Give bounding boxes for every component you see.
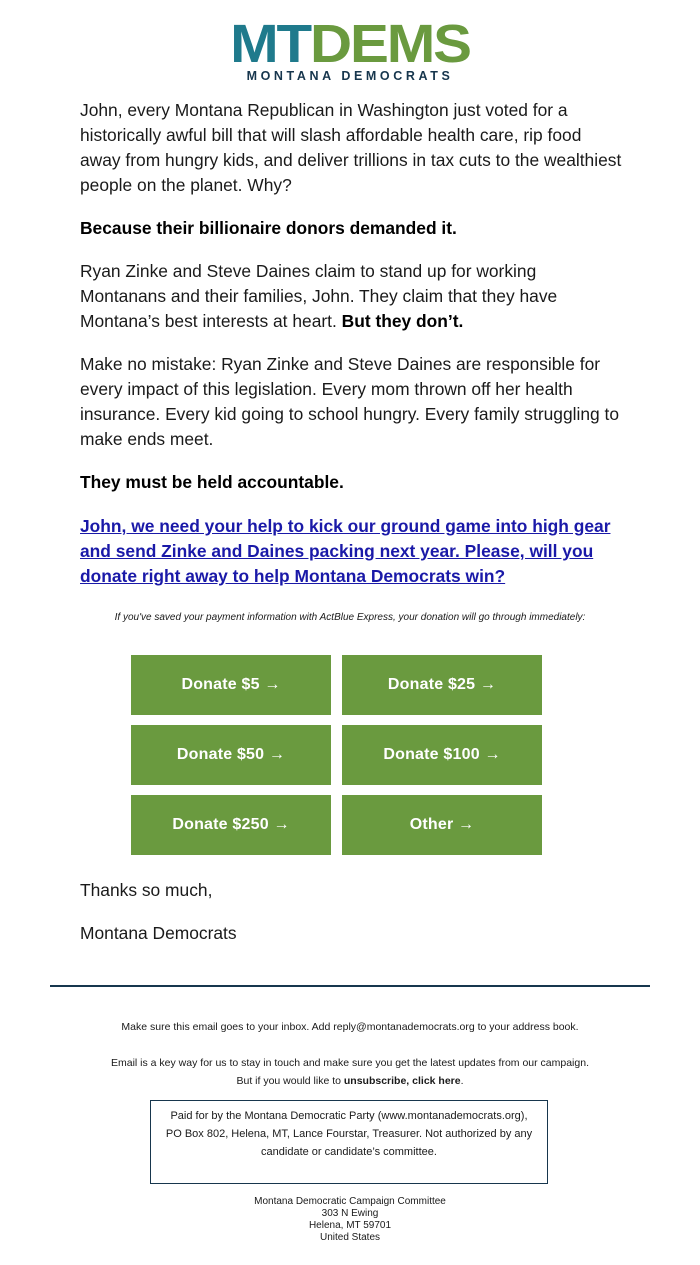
logo-dems: DEMS <box>310 14 470 74</box>
email-key-line2 <box>0 1072 700 1090</box>
address-city: Helena, MT 59701 <box>308 1220 392 1231</box>
address-country: United States <box>319 1232 381 1243</box>
signature-text: Montana Democrats <box>80 923 237 943</box>
unsubscribe-suffix: . <box>460 1075 464 1087</box>
unsubscribe-link[interactable]: unsubscribe, click here <box>343 1075 461 1087</box>
mailing-address <box>0 1196 700 1244</box>
logo-mt: MT <box>230 14 311 74</box>
email-key-line1: Email is a key way for us to stay in touch and make sure you get the latest updates from our campaign. <box>111 1057 589 1069</box>
paragraph-accountable: They must be held accountable. <box>80 472 344 492</box>
donate-25-button[interactable]: Donate $25 → <box>342 655 542 715</box>
paragraph-claims-text: Ryan Zinke and Steve Daines claim to stand up for working Montanans and their families, John. They claim that they have Montana’s best interests at heart. <box>80 261 558 331</box>
email-key-note <box>0 1054 700 1090</box>
paragraph-donors: Because their billionaire donors demanded it. <box>80 218 457 238</box>
paragraph-claims <box>80 259 625 334</box>
address-org: Montana Democratic Campaign Committee <box>254 1196 446 1207</box>
footer-divider <box>50 985 650 987</box>
paragraph-claims-bold: But they don’t. <box>341 311 464 331</box>
actblue-note: If you've saved your payment information with ActBlue Express, your donation will go through immediately: <box>114 612 586 623</box>
unsubscribe-prefix: But if you would like to <box>236 1075 344 1087</box>
donate-100-button[interactable]: Donate $100 → <box>342 725 542 785</box>
donate-other-button[interactable]: Other → <box>342 795 542 855</box>
donate-link[interactable]: John, we need your help to kick our ground game into high gear and send Zinke and Daines packing next year. Please, will you donate right away to help Montana Democrats win? <box>80 516 611 586</box>
logo <box>0 14 700 83</box>
inbox-note: Make sure this email goes to your inbox. Add reply@montanademocrats.org to your address book. <box>121 1021 579 1033</box>
paid-for-box <box>150 1100 548 1184</box>
paid-for-text: Paid for by the Montana Democratic Party (www.montanademocrats.org), PO Box 802, Helena, MT, Lance Fourstar, Treasurer. Not authorized by any candidate or candidate’s committee. <box>165 1110 533 1158</box>
address-street: 303 N Ewing <box>321 1208 379 1219</box>
paragraph-intro: John, every Montana Republican in Washington just voted for a historically awful bill that will slash affordable health care, rip food away from hungry kids, and deliver trillions in tax cuts to the wealthiest people on the planet. Why? <box>80 100 622 195</box>
logo-wordmark <box>230 14 470 74</box>
thanks-text: Thanks so much, <box>80 880 213 900</box>
donate-5-button[interactable]: Donate $5 → <box>131 655 331 715</box>
donate-50-button[interactable]: Donate $50 → <box>131 725 331 785</box>
logo-subtitle: MONTANA DEMOCRATS <box>246 69 454 83</box>
donate-250-button[interactable]: Donate $250 → <box>131 795 331 855</box>
paragraph-mistake: Make no mistake: Ryan Zinke and Steve Daines are responsible for every impact of this legislation. Every mom thrown off her health insurance. Every kid going to school hungry. Every family struggling to make ends meet. <box>80 354 620 449</box>
